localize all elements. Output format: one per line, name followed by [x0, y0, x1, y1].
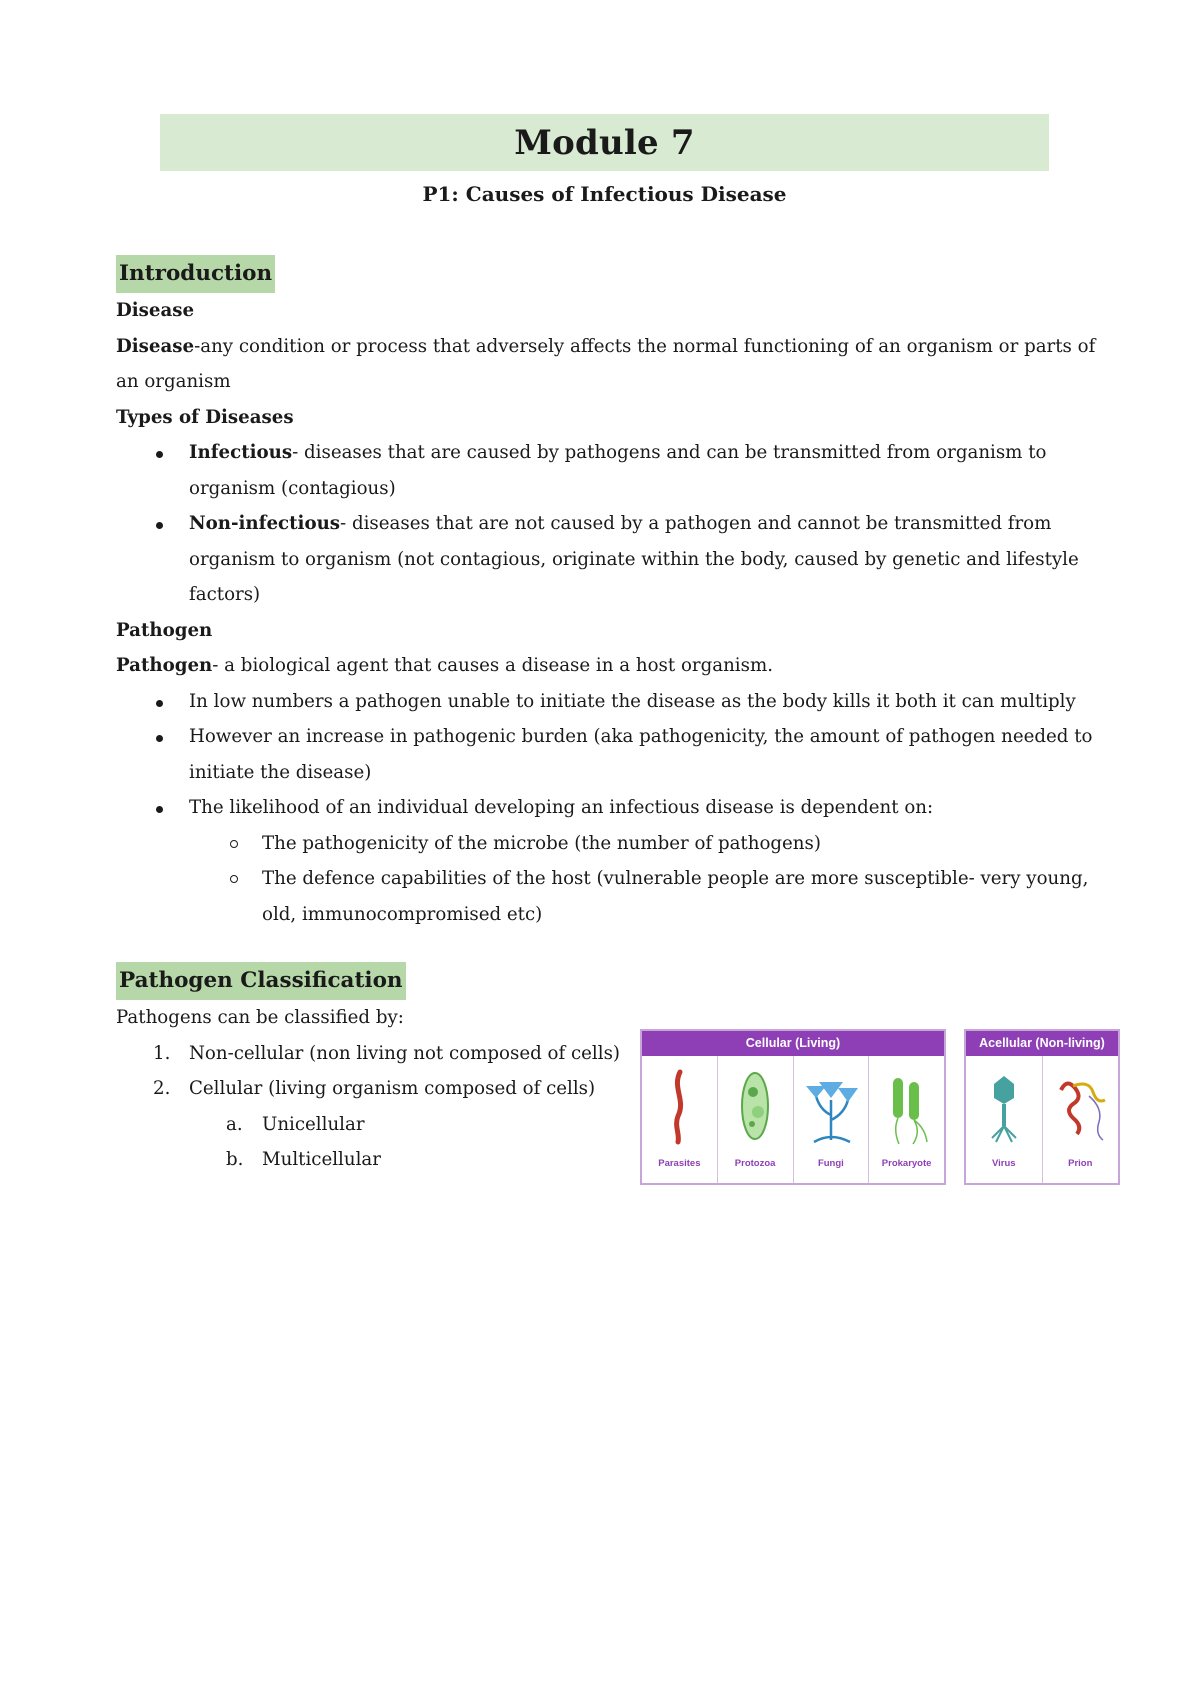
- parasite-cell: [642, 1056, 718, 1183]
- list-item-text: Multicellular: [262, 1149, 381, 1170]
- likelihood-sublist: [189, 826, 1106, 933]
- fungi-icon: [794, 1060, 869, 1150]
- list-item: [189, 506, 1106, 613]
- disease-term: Disease: [116, 335, 195, 357]
- cellular-panel: [640, 1029, 946, 1185]
- list-letter: a.: [226, 1113, 243, 1135]
- page-title: Module 7: [514, 122, 695, 163]
- page-subtitle: P1: Causes of Infectious Disease: [422, 182, 787, 206]
- fungi-label: Fungi: [817, 1158, 844, 1169]
- section-heading-introduction: Introduction: [116, 255, 275, 293]
- section-heading-pathogen-classification: Pathogen Classification: [116, 962, 406, 1000]
- protozoa-icon: [718, 1060, 793, 1150]
- type-term: Infectious: [189, 442, 293, 463]
- list-item-text: Non-cellular (non living not composed of cells): [189, 1042, 620, 1064]
- list-number: 2.: [153, 1078, 171, 1099]
- list-item: The defence capabilities of the host (vulnerable people are more susceptible- very young, old, immunocompromised etc): [262, 861, 1106, 932]
- virus-icon: [966, 1060, 1041, 1150]
- disease-definition: [116, 329, 1106, 400]
- prion-icon: [1043, 1060, 1118, 1150]
- prion-cell: [1043, 1056, 1119, 1183]
- pathogen-term: Pathogen: [116, 655, 213, 676]
- parasite-label: Parasites: [658, 1158, 701, 1169]
- parasite-icon: [642, 1060, 717, 1150]
- pathogen-types-figure: [640, 1029, 1120, 1185]
- list-item: The pathogenicity of the microbe (the number of pathogens): [262, 826, 1106, 862]
- list-item-text: Unicellular: [262, 1113, 365, 1135]
- disease-types-list: [116, 435, 1106, 613]
- disease-definition-text: -any condition or process that adversely affects the normal functioning of an organism or parts of an organism: [116, 335, 1096, 392]
- virus-label: Virus: [991, 1158, 1016, 1169]
- type-text: - diseases that are caused by pathogens and can be transmitted from organism to organism (contagious): [189, 442, 1047, 499]
- protozoa-label: Protozoa: [734, 1158, 776, 1169]
- list-number: 1.: [153, 1042, 171, 1064]
- list-item-text: Cellular (living organism composed of cells): [189, 1078, 596, 1099]
- pathogen-points-list: [116, 684, 1106, 933]
- acellular-panel: [964, 1029, 1120, 1185]
- classification-lead: Pathogens can be classified by:: [116, 1007, 404, 1028]
- list-item: However an increase in pathogenic burden (aka pathogenicity, the amount of pathogen needed to initiate the disease): [189, 719, 1106, 790]
- list-item-text: The likelihood of an individual developing an infectious disease is dependent on:: [189, 797, 934, 818]
- title-banner: [160, 114, 1049, 171]
- subheading-disease: Disease: [116, 300, 195, 321]
- list-letter: b.: [226, 1149, 244, 1170]
- prokaryote-icon: [869, 1060, 944, 1150]
- type-text: - diseases that are not caused by a pathogen and cannot be transmitted from organism to organism (not contagious, originate within the body, caused by genetic and lifestyle factors): [189, 513, 1079, 605]
- subheading-pathogen: Pathogen: [116, 619, 213, 641]
- pathogen-definition-text: - a biological agent that causes a disease in a host organism.: [212, 655, 773, 676]
- prokaryote-label: Prokaryote: [881, 1158, 932, 1169]
- subheading-types-of-diseases: Types of Diseases: [116, 406, 294, 428]
- list-item: In low numbers a pathogen unable to initiate the disease as the body kills it both it can multiply: [189, 684, 1106, 720]
- list-item: [189, 790, 1106, 932]
- protozoa-cell: [718, 1056, 794, 1183]
- fungi-cell: [794, 1056, 870, 1183]
- prion-label: Prion: [1068, 1158, 1093, 1169]
- type-term: Non-infectious: [189, 513, 341, 534]
- pathogen-definition: [116, 648, 1106, 684]
- list-item: [189, 435, 1106, 506]
- cellular-panel-title: Cellular (Living): [642, 1031, 944, 1056]
- acellular-panel-title: Acellular (Non-living): [966, 1031, 1118, 1056]
- virus-cell: [966, 1056, 1043, 1183]
- prokaryote-cell: [869, 1056, 944, 1183]
